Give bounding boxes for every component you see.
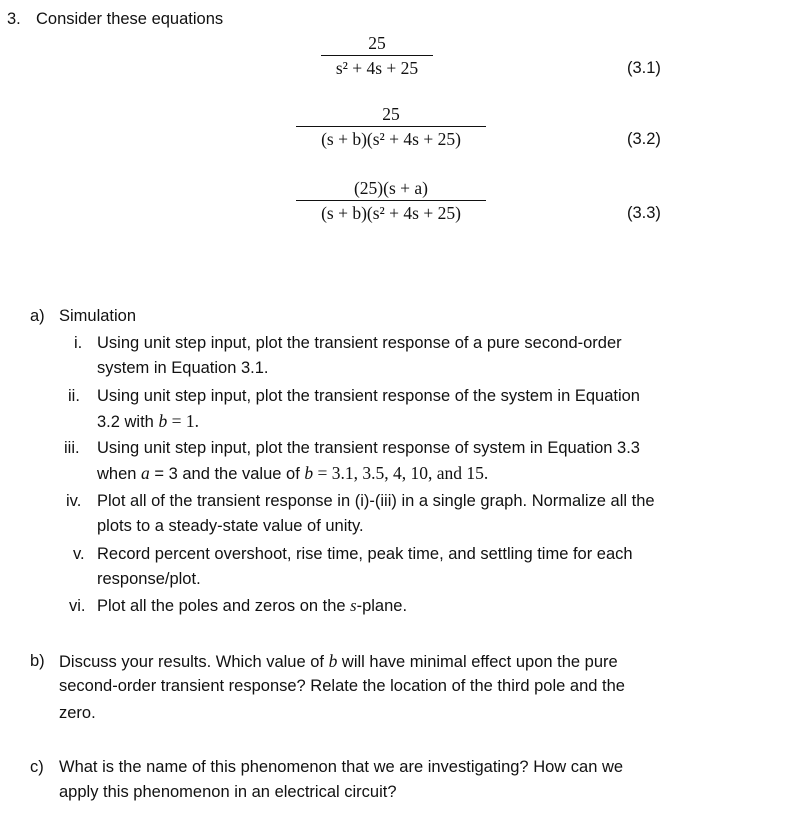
item-text: plots to a steady-state value of unity. <box>97 517 364 535</box>
equation-label: (3.3) <box>627 204 661 222</box>
part-c-text: apply this phenomenon in an electrical circuit? <box>59 783 397 801</box>
item-text-part: when <box>97 465 142 483</box>
part-b-text: zero. <box>59 704 96 722</box>
item-text-part: -plane. <box>356 597 408 615</box>
item-text <box>97 595 407 617</box>
part-c-marker: c) <box>30 758 44 776</box>
equation-numerator: 25 <box>382 104 400 124</box>
math-var-b: b <box>304 463 314 483</box>
item-marker: i. <box>74 334 83 352</box>
part-b-text <box>59 650 618 673</box>
equation-3-1 <box>321 32 433 79</box>
equation-denominator: s² + 4s + 25 <box>335 58 419 79</box>
item-text: response/plot. <box>97 570 201 588</box>
item-text-part: Plot all the poles and zeros on the <box>97 597 351 615</box>
equation-3-3 <box>296 177 486 224</box>
fraction-bar <box>296 126 486 127</box>
item-marker: iv. <box>66 492 82 510</box>
part-c-text: What is the name of this phenomenon that we are investigating? How can we <box>59 758 624 776</box>
part-a-title: Simulation <box>59 307 137 325</box>
item-text: Using unit step input, plot the transient response of a pure second-order <box>97 334 622 352</box>
item-text: Record percent overshoot, rise time, peak time, and settling time for each <box>97 545 633 563</box>
item-text-part: 3.2 with <box>97 413 159 431</box>
math-var-s: s <box>350 596 357 615</box>
part-b-text-part: will have minimal effect upon the pure <box>337 653 618 671</box>
equation-numerator: 25 <box>368 33 386 53</box>
equation-label: (3.2) <box>627 130 661 148</box>
item-text: Using unit step input, plot the transient response of system in Equation 3.3 <box>97 439 640 457</box>
math-expr: = 3.1, 3.5, 4, 10, and 15. <box>313 463 489 483</box>
equation-3-2 <box>296 103 486 150</box>
item-text-part: = 3 and the value of <box>149 465 305 483</box>
problem-title: Consider these equations <box>36 10 224 28</box>
problem-number: 3. <box>7 10 21 28</box>
item-marker: v. <box>73 545 85 563</box>
equation-label: (3.1) <box>627 59 661 77</box>
part-a-marker: a) <box>30 307 45 325</box>
item-text <box>97 462 488 485</box>
part-b-text-part: Discuss your results. Which value of <box>59 653 329 671</box>
item-marker: ii. <box>68 387 80 405</box>
item-text: system in Equation 3.1. <box>97 359 269 377</box>
math-var-a: a <box>141 463 150 483</box>
item-marker: iii. <box>64 439 80 457</box>
equation-denominator: (s + b)(s² + 4s + 25) <box>321 129 461 150</box>
item-marker: vi. <box>69 597 86 615</box>
equation-numerator: (25)(s + a) <box>353 178 428 198</box>
fraction-bar <box>321 55 433 56</box>
fraction-bar <box>296 200 486 201</box>
equation-denominator: (s + b)(s² + 4s + 25) <box>321 203 461 224</box>
math-expr: = 1. <box>167 411 199 431</box>
item-text: Using unit step input, plot the transient response of the system in Equation <box>97 387 640 405</box>
item-text <box>97 410 199 433</box>
math-var-b: b <box>158 411 168 431</box>
item-text: Plot all of the transient response in (i)-(iii) in a single graph. Normalize all the <box>97 492 655 510</box>
part-b-text: second-order transient response? Relate the location of the third pole and the <box>59 677 625 695</box>
part-b-marker: b) <box>30 652 45 670</box>
math-var-b: b <box>328 651 338 671</box>
